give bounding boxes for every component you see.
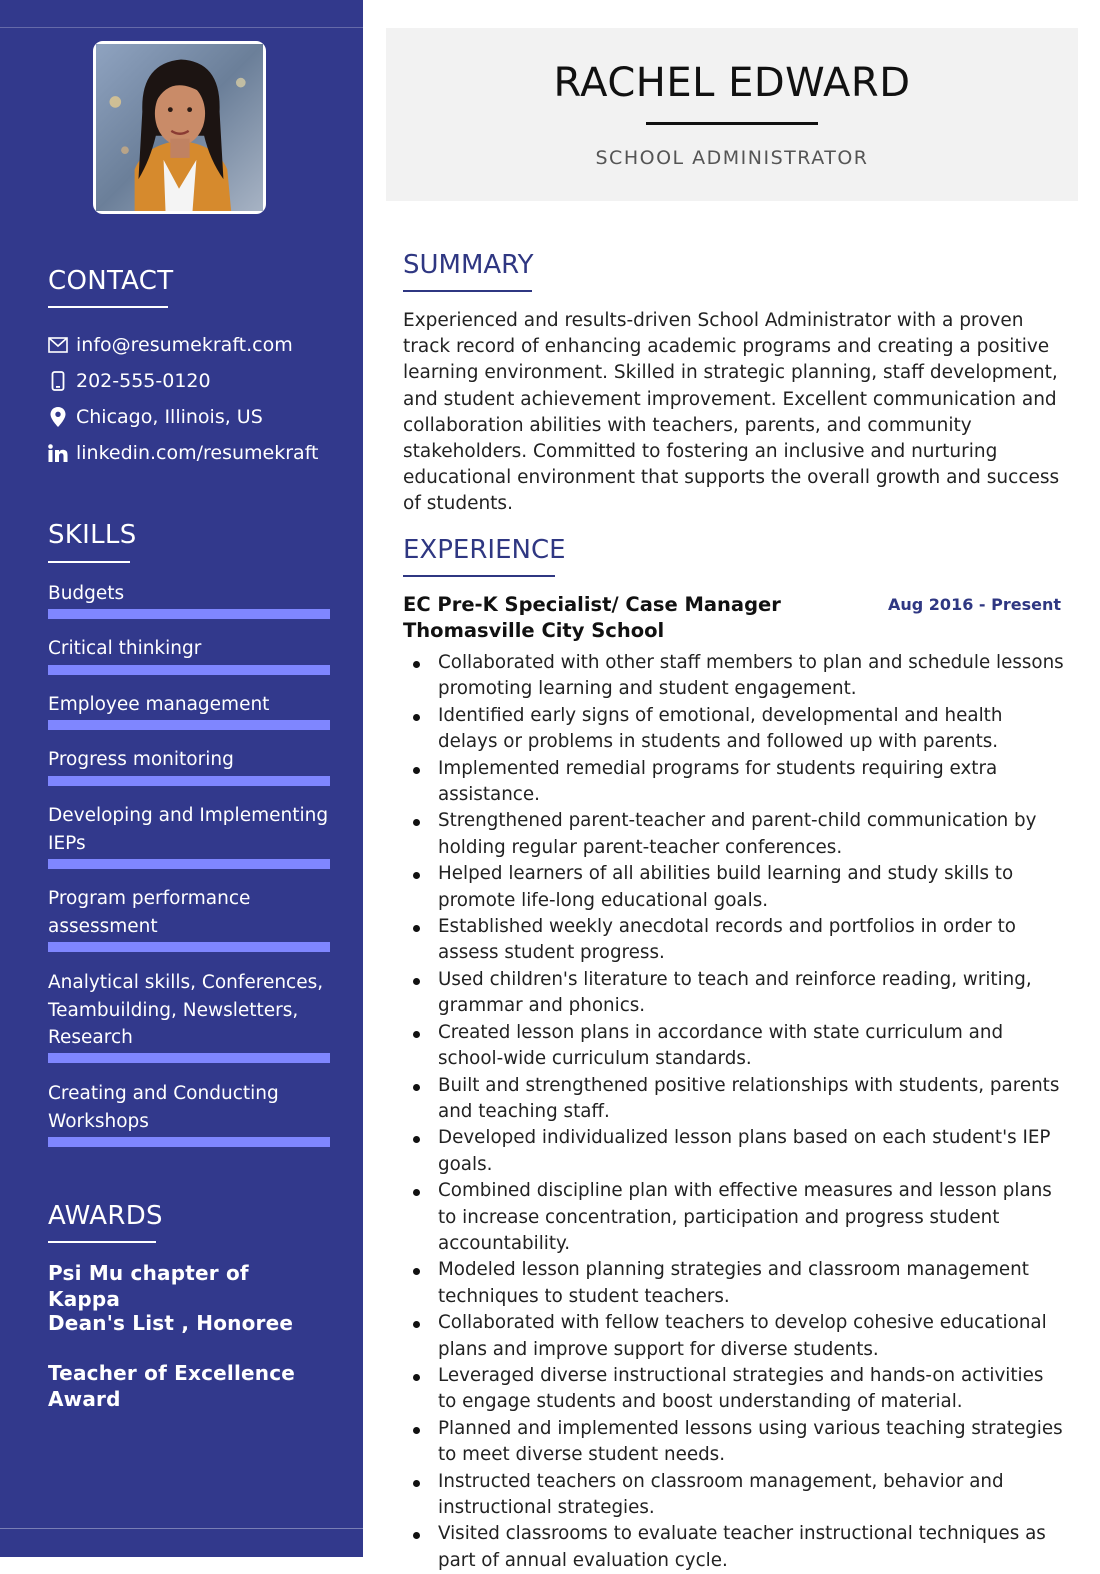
contact-heading: CONTACT — [48, 266, 174, 296]
job-bullet-list — [403, 650, 1067, 1574]
job-bullet: Created lesson plans in accordance with state curriculum and school-wide curriculum standards. — [403, 1020, 1067, 1073]
award-item: Psi Mu chapter of Kappa — [48, 1261, 249, 1311]
job-bullet: Combined discipline plan with effective measures and lesson plans to increase concentration, participation and progress student accountability. — [403, 1178, 1067, 1257]
awards-heading-underline — [48, 1241, 156, 1243]
skill-item: Analytical skills, Conferences, Teambuilding, Newsletters, Research — [48, 972, 324, 1048]
location-pin-icon — [48, 407, 68, 427]
contact-linkedin-text: linkedin.com/resumekraft — [76, 442, 319, 464]
skill-bar — [48, 609, 330, 619]
experience-heading-underline — [403, 575, 555, 577]
contact-email-text: info@resumekraft.com — [76, 334, 293, 356]
job-title: SCHOOL ADMINISTRATOR — [595, 147, 869, 169]
award-item: Dean's List , Honoree — [48, 1311, 294, 1335]
phone-icon — [48, 371, 68, 391]
job-bullet: Used children's literature to teach and reinforce reading, writing, grammar and phonics. — [403, 967, 1067, 1020]
job-bullet: Implemented remedial programs for students requiring extra assistance. — [403, 756, 1067, 809]
award-item: Teacher of Excellence Award — [48, 1361, 296, 1411]
job-bullet: Identified early signs of emotional, developmental and health delays or problems in students and followed up with parents. — [403, 703, 1067, 756]
skills-heading-underline — [48, 561, 130, 563]
contact-location — [48, 404, 263, 430]
name-underline — [646, 122, 818, 125]
skill-item: Creating and Conducting Workshops — [48, 1083, 279, 1132]
skill-item: Employee management — [48, 694, 270, 715]
skill-bar — [48, 1053, 330, 1063]
contact-location-text: Chicago, Illinois, US — [76, 406, 263, 428]
contact-linkedin[interactable] — [48, 440, 319, 466]
job-bullet: Collaborated with other staff members to plan and schedule lessons promoting learning and student engagement. — [403, 650, 1067, 703]
sidebar — [0, 0, 363, 1557]
experience-heading: EXPERIENCE — [403, 535, 566, 565]
skill-bar — [48, 720, 330, 730]
summary-text: Experienced and results-driven School Administrator with a proven track record of enhancing academic programs and creating a positive learning environment. Skilled in strategic planning, staff development, and student achievement improvement. Excellent communication and collaboration abilities with teachers, parents, and community stakeholders. Committed to fostering an inclusive and nurturing educational environment that supports the overall growth and success of students. — [403, 310, 1060, 515]
mail-icon — [48, 335, 68, 355]
job-bullet: Collaborated with fellow teachers to develop cohesive educational plans and improve support for diverse students. — [403, 1310, 1067, 1363]
skill-item: Developing and Implementing IEPs — [48, 805, 329, 854]
contact-heading-underline — [48, 306, 168, 308]
profile-photo — [93, 41, 266, 214]
contact-phone-text: 202-555-0120 — [76, 370, 211, 392]
skill-item: Program performance assessment — [48, 888, 251, 937]
candidate-name: RACHEL EDWARD — [553, 60, 911, 106]
job-bullet: Leveraged diverse instructional strategies and hands-on activities to engage students and boost understanding of material. — [403, 1363, 1067, 1416]
awards-heading: AWARDS — [48, 1201, 163, 1231]
skill-item: Progress monitoring — [48, 749, 234, 770]
sidebar-top-divider — [0, 27, 363, 28]
sidebar-bottom-divider — [0, 1528, 363, 1529]
name-header-box — [386, 28, 1078, 201]
job-dates: Aug 2016 - Present — [888, 595, 1061, 614]
skill-bar — [48, 942, 330, 952]
job-bullet: Developed individualized lesson plans based on each student's IEP goals. — [403, 1125, 1067, 1178]
skill-item: Critical thinkingr — [48, 638, 202, 659]
skills-heading: SKILLS — [48, 520, 137, 550]
skill-bar — [48, 1137, 330, 1147]
job-organization: Thomasville City School — [403, 619, 665, 642]
skill-item: Budgets — [48, 583, 125, 604]
job-bullet: Modeled lesson planning strategies and classroom management techniques to student teachers. — [403, 1257, 1067, 1310]
job-bullet: Helped learners of all abilities build learning and study skills to promote life-long educational goals. — [403, 861, 1067, 914]
contact-phone[interactable] — [48, 368, 211, 394]
job-bullet: Instructed teachers on classroom management, behavior and instructional strategies. — [403, 1469, 1067, 1522]
skill-bar — [48, 665, 330, 675]
job-bullet: Planned and implemented lessons using various teaching strategies to meet diverse student needs. — [403, 1416, 1067, 1469]
job-bullet: Strengthened parent-teacher and parent-child communication by holding regular parent-teacher conferences. — [403, 808, 1067, 861]
summary-heading-underline — [403, 290, 532, 292]
job-bullet: Built and strengthened positive relationships with students, parents and teaching staff. — [403, 1073, 1067, 1126]
job-bullet: Established weekly anecdotal records and portfolios in order to assess student progress. — [403, 914, 1067, 967]
job-bullet: Visited classrooms to evaluate teacher instructional techniques as part of annual evaluation cycle. — [403, 1521, 1067, 1574]
linkedin-icon — [48, 443, 68, 463]
skill-bar — [48, 776, 330, 786]
job-role: EC Pre-K Specialist/ Case Manager — [403, 593, 781, 616]
skill-bar — [48, 859, 330, 869]
contact-email[interactable] — [48, 332, 293, 358]
summary-heading: SUMMARY — [403, 250, 534, 280]
